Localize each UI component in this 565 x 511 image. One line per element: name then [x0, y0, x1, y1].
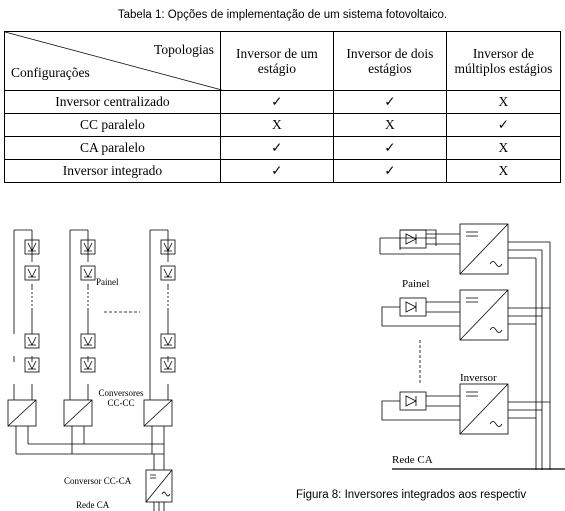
table-cell: X: [446, 91, 560, 114]
inverter-label: Conversor CC-CA: [64, 476, 132, 486]
panel-label: Painel: [96, 277, 119, 287]
table-cell: ✓: [446, 114, 560, 137]
table-cell: X: [446, 160, 560, 183]
panel-inverter-unit: [382, 290, 550, 340]
panel-inverter-unit: [382, 384, 550, 434]
table-cell: ✓: [220, 160, 333, 183]
figure-caption: Figura 8: Inversores integrados aos respectiv: [296, 489, 527, 501]
table-row: [5, 114, 561, 137]
topologies-table: [4, 31, 561, 183]
row-label: CA paralelo: [5, 137, 221, 160]
row-label: Inversor integrado: [5, 160, 221, 183]
panel-inverter-unit: [380, 224, 550, 274]
inverter-label: Inversor: [460, 372, 497, 384]
dc-parallel-schematic: [4, 222, 184, 511]
corner-topologies-label: Topologias: [154, 42, 214, 57]
integrated-inverter-schematic: [372, 222, 565, 472]
table-caption: Tabela 1: Opções de implementação de um sistema fotovoltaico.: [117, 9, 448, 21]
table-cell: X: [333, 114, 446, 137]
corner-diagonal-line: [5, 32, 222, 90]
dc-parallel-diagram: [4, 222, 184, 511]
panel-label: Painel: [402, 278, 430, 290]
pv-string: [64, 230, 95, 426]
pv-string: [144, 230, 175, 426]
column-header: Inversor de dois estágios: [333, 32, 446, 91]
table-row: [5, 137, 561, 160]
table-row: [5, 160, 561, 183]
integrated-inverter-diagram: [372, 222, 565, 472]
grid-label: Rede CA: [76, 500, 110, 510]
corner-configurations-label: Configurações: [11, 65, 90, 80]
table-cell: ✓: [220, 137, 333, 160]
table-cell: ✓: [333, 137, 446, 160]
row-label: Inversor centralizado: [5, 91, 221, 114]
table-cell: ✓: [220, 91, 333, 114]
table-cell: ✓: [333, 91, 446, 114]
table-row: [5, 91, 561, 114]
table-header-row: [5, 32, 561, 91]
pv-string: [8, 230, 39, 426]
table-cell: ✓: [333, 160, 446, 183]
column-header: Inversor de múltiplos estágios: [446, 32, 560, 91]
table-corner-cell: [5, 32, 221, 91]
row-label: CC paralelo: [5, 114, 221, 137]
column-header: Inversor de um estágio: [220, 32, 333, 91]
converters-label: Conversores CC-CC: [98, 388, 144, 408]
table-cell: X: [446, 137, 560, 160]
table-cell: X: [220, 114, 333, 137]
grid-label: Rede CA: [392, 454, 433, 466]
